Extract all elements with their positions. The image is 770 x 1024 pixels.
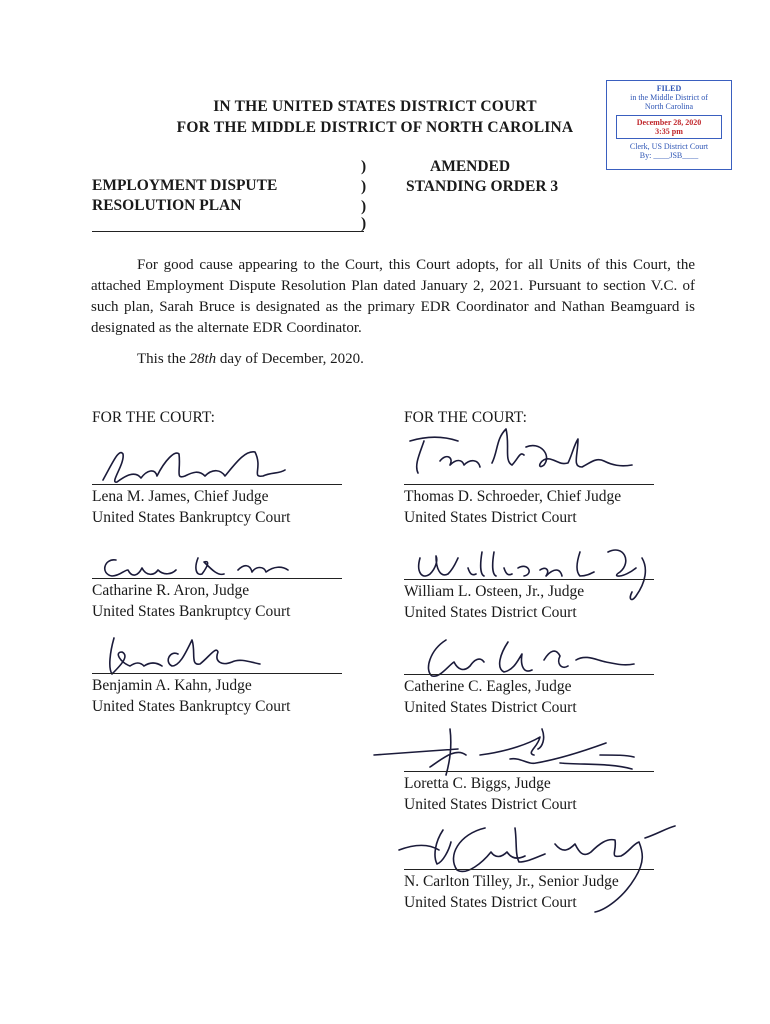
judge-court: United States District Court <box>404 604 577 621</box>
signature-line <box>404 579 654 580</box>
date-suffix: day of December, 2020. <box>216 351 364 367</box>
judge-court: United States District Court <box>404 796 577 813</box>
judge-name: Thomas D. Schroeder, Chief Judge <box>404 488 622 505</box>
stamp-by: By: ____JSB____ <box>639 151 699 160</box>
stamp-district-line1: in the Middle District of <box>630 93 708 102</box>
stamp-date: December 28, 2020 <box>636 118 702 127</box>
stamp-clerk: Clerk, US District Court <box>629 142 709 151</box>
judge-name: Catherine C. Eagles, Judge <box>404 678 572 695</box>
right-heading: FOR THE COURT: <box>404 409 527 426</box>
judge-name: Lena M. James, Chief Judge <box>92 488 269 505</box>
signature-line <box>92 484 342 485</box>
left-heading: FOR THE COURT: <box>92 409 215 426</box>
judge-name: Benjamin A. Kahn, Judge <box>92 677 252 694</box>
judge-name: Catharine R. Aron, Judge <box>92 582 250 599</box>
judge-name: Loretta C. Biggs, Judge <box>404 775 551 792</box>
court-title-line2: FOR THE MIDDLE DISTRICT OF NORTH CAROLINA <box>176 119 574 136</box>
signature-line <box>404 674 654 675</box>
judge-court: United States Bankruptcy Court <box>92 509 291 526</box>
judge-court: United States District Court <box>404 894 577 911</box>
signature-image <box>400 405 640 485</box>
court-title-line1: IN THE UNITED STATES DISTRICT COURT <box>213 98 537 115</box>
caption-paren: ) <box>361 215 367 232</box>
signature-image <box>100 632 280 677</box>
caption-paren: ) <box>361 158 367 175</box>
stamp-district-line2: North Carolina <box>644 102 694 111</box>
date-prefix: This the <box>137 351 190 367</box>
order-date-line <box>137 351 364 368</box>
caption-underline <box>92 231 364 232</box>
case-title-line1: EMPLOYMENT DISPUTE <box>92 177 278 194</box>
caption-paren: ) <box>361 178 367 195</box>
signature-line <box>404 869 654 870</box>
date-day: 28th <box>189 351 217 367</box>
signature-line <box>92 673 342 674</box>
case-title-line2: RESOLUTION PLAN <box>92 197 242 214</box>
judge-name: N. Carlton Tilley, Jr., Senior Judge <box>404 873 619 890</box>
stamp-time: 3:35 pm <box>655 127 683 136</box>
signature-line <box>404 771 654 772</box>
order-title-line2: STANDING ORDER 3 <box>406 178 559 195</box>
stamp-filed-label: FILED <box>656 84 682 93</box>
signature-line <box>404 484 654 485</box>
order-title-line1: AMENDED <box>430 158 511 175</box>
judge-court: United States District Court <box>404 699 577 716</box>
judge-name: William L. Osteen, Jr., Judge <box>404 583 585 600</box>
signature-line <box>92 578 342 579</box>
order-paragraph: For good cause appearing to the Court, this Court adopts, for all Units of this Court, the attached Employment Dispute Resolution Plan dated January 2, 2021. Pursuant to section V.C. of such plan, Sarah Bruce is designated as the primary EDR Coordinator and Nathan Beamguard is designated as the alternate EDR Coordinator. <box>91 257 695 336</box>
caption-paren: ) <box>361 198 367 215</box>
judge-court: United States Bankruptcy Court <box>92 603 291 620</box>
judge-court: United States Bankruptcy Court <box>92 698 291 715</box>
judge-court: United States District Court <box>404 509 577 526</box>
